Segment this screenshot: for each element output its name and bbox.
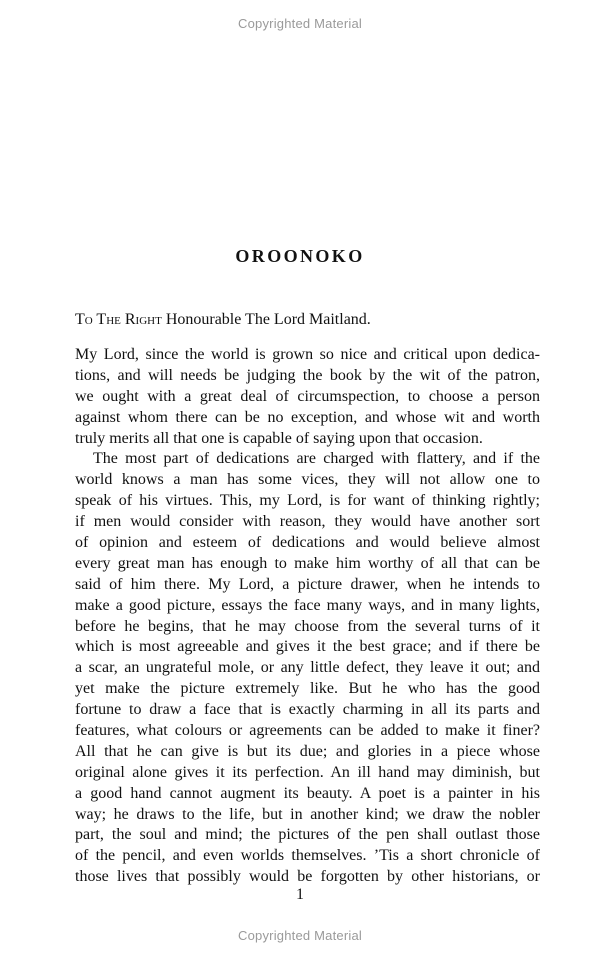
dedication-salutation xyxy=(75,310,371,330)
page-number: 1 xyxy=(296,886,304,903)
text-line: part, the soul and mind; the pictures of the pen shall outlast those xyxy=(75,826,540,844)
text-line: before he begins, that he may choose from the several turns of it xyxy=(75,617,540,635)
text-line: those lives that possibly would be forgotten by other historians, or xyxy=(75,868,540,886)
text-line: tions, and will needs be judging the book by the wit of the patron, xyxy=(75,366,540,384)
text-line: original alone gives it its perfection. An ill hand may diminish, but xyxy=(75,763,540,781)
text-line: if men would consider with reason, they would have another sort xyxy=(75,513,540,531)
text-line: world knows a man has some vices, they will not allow one to xyxy=(75,471,540,489)
body-text xyxy=(75,345,540,888)
chapter-title: OROONOKO xyxy=(235,246,365,266)
salutation-smallcaps: To The Right xyxy=(75,311,162,328)
watermark-bottom: Copyrighted Material xyxy=(238,928,362,943)
text-line: we ought with a great deal of circumspection, to choose a person xyxy=(75,387,540,405)
text-line: All that he can give is but its due; and glories in a piece whose xyxy=(75,742,540,760)
text-line: of the pencil, and even worlds themselves. ’Tis a short chronicle of xyxy=(75,847,540,865)
watermark-top: Copyrighted Material xyxy=(238,16,362,31)
text-line: truly merits all that one is capable of saying upon that occasion. xyxy=(75,429,483,447)
text-line: said of him there. My Lord, a picture drawer, when he intends to xyxy=(75,575,540,593)
text-line: of opinion and esteem of dedications and would believe almost xyxy=(75,534,540,552)
text-line: a scar, an ungrateful mole, or any little defect, they leave it out; and xyxy=(75,659,540,677)
text-line: which is most agreeable and gives it the best grace; and if there be xyxy=(75,638,540,656)
text-line: against whom there can be no exception, and whose wit and worth xyxy=(75,408,540,426)
salutation-rest: Honourable The Lord Maitland. xyxy=(161,311,371,328)
text-line: The most part of dedications are charged with flattery, and if the xyxy=(93,450,540,468)
text-line: fortune to draw a face that is exactly charming in all its parts and xyxy=(75,701,540,719)
text-line: a good hand cannot augment its beauty. A poet is a painter in his xyxy=(75,784,540,802)
text-line: every great man has enough to make him worthy of all that can be xyxy=(75,554,540,572)
text-line: My Lord, since the world is grown so nice and critical upon dedica- xyxy=(75,346,540,363)
text-line: way; he draws to the life, but in another kind; we draw the nobler xyxy=(75,805,540,823)
text-line: yet make the picture extremely like. But he who has the good xyxy=(75,680,540,698)
text-line: speak of his virtues. This, my Lord, is for want of thinking rightly; xyxy=(75,492,540,510)
text-line: features, what colours or agreements can be added to make it finer? xyxy=(75,722,540,740)
text-line: make a good picture, essays the face many ways, and in many lights, xyxy=(75,596,540,614)
